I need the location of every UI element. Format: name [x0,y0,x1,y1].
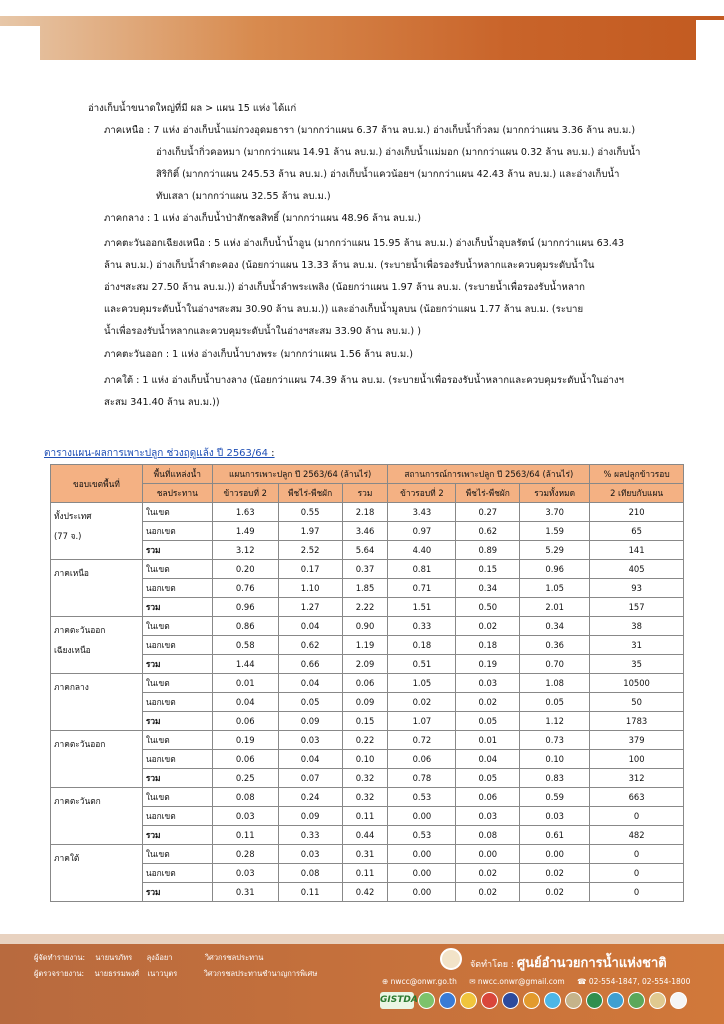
value-cell: 0.33 [278,826,342,845]
checker-label: ผู้ตรวจรายงาน: [34,969,85,978]
value-cell: 0.70 [520,655,590,674]
partner-logo-icon [460,992,477,1009]
value-cell: 0.02 [456,617,520,636]
value-cell: 0.06 [212,750,278,769]
header-plan: แผนการเพาะปลูก ปี 2563/64 (ล้านไร่) [212,465,388,484]
value-cell: 1.51 [388,598,456,617]
value-cell: 0.31 [342,845,388,864]
value-cell: 0.18 [456,636,520,655]
area-cell: นอกเขต [142,522,212,541]
value-cell: 1.05 [388,674,456,693]
partner-logo-icon [439,992,456,1009]
value-cell: 1.08 [520,674,590,693]
value-cell: 31 [590,636,684,655]
para-south [104,370,704,414]
area-cell: รวม [142,826,212,845]
area-cell: ในเขต [142,788,212,807]
value-cell: 0 [590,864,684,883]
planting-table [50,464,684,902]
value-cell: 0.04 [278,674,342,693]
value-cell: 0.11 [342,807,388,826]
value-cell: 0.08 [456,826,520,845]
value-cell: 1783 [590,712,684,731]
subheader-rice: ข้าวรอบที่ 2 [212,484,278,503]
area-cell: นอกเขต [142,864,212,883]
para-line: สะสม 341.40 ล้าน ลบ.ม.)) [104,397,220,408]
partner-logo-icon [418,992,435,1009]
maker-label: ผู้จัดทำรายงาน: [34,953,85,962]
value-cell: 0.08 [212,788,278,807]
region-name-cont: (77 จ.) [54,531,82,541]
value-cell: 1.05 [520,579,590,598]
value-cell: 0.04 [278,617,342,636]
value-cell: 5.29 [520,541,590,560]
value-cell: 0.17 [278,560,342,579]
header-actual: สถานการณ์การเพาะปลูก ปี 2563/64 (ล้านไร่) [388,465,590,484]
value-cell: 35 [590,655,684,674]
value-cell: 0.86 [212,617,278,636]
para-line: ทับเสลา (มากกว่าแผน 32.55 ล้าน ลบ.ม.) [156,191,331,202]
value-cell: 312 [590,769,684,788]
value-cell: 65 [590,522,684,541]
value-cell: 0.06 [342,674,388,693]
table-row [51,560,684,579]
area-cell: ในเขต [142,617,212,636]
value-cell: 0.34 [456,579,520,598]
area-cell: รวม [142,769,212,788]
value-cell: 0.00 [520,845,590,864]
value-cell: 0.01 [456,731,520,750]
partner-logo-icon [544,992,561,1009]
contact-email: ✉ nwcc.onwr@gmail.com [469,977,565,986]
value-cell: 0.96 [520,560,590,579]
value-cell: 0.78 [388,769,456,788]
value-cell: 0.03 [278,731,342,750]
value-cell: 0 [590,845,684,864]
value-cell: 0.04 [278,750,342,769]
value-cell: 0.20 [212,560,278,579]
partner-logo-icon [502,992,519,1009]
value-cell: 663 [590,788,684,807]
value-cell: 0.06 [456,788,520,807]
partner-logo-icon [628,992,645,1009]
checker-name1: นายธรรมพงศ์ [94,969,140,978]
para-line: และควบคุมระดับน้ำในอ่างฯสะสม 30.90 ล้าน ลบ.ม.)) และอ่างเก็บน้ำมูลบน (น้อยกว่าแผน 1.77 ล้าน ลบ.ม. (ระบาย [104,304,584,315]
header-notch-right [696,20,724,60]
region-cell [51,503,143,560]
value-cell: 0.81 [388,560,456,579]
onwr-logo-icon [440,948,462,970]
partner-logo-icon [607,992,624,1009]
area-cell: รวม [142,712,212,731]
table-row [51,598,684,617]
value-cell: 210 [590,503,684,522]
area-cell: ในเขต [142,674,212,693]
table-row [51,674,684,693]
org-name: ศูนย์อำนวยการน้ำแห่งชาติ [516,956,667,971]
maker-role: วิศวกรชลประทาน [204,953,264,962]
value-cell: 0.90 [342,617,388,636]
region-name: ทั้งประเทศ [54,511,92,521]
para-east [104,344,704,366]
value-cell: 0.10 [342,750,388,769]
value-cell: 157 [590,598,684,617]
value-cell: 0.73 [520,731,590,750]
value-cell: 0.03 [456,807,520,826]
value-cell: 1.59 [520,522,590,541]
value-cell: 3.43 [388,503,456,522]
value-cell: 0.03 [520,807,590,826]
para-line: ภาคใต้ : 1 แห่ง อ่างเก็บน้ำบางลาง (น้อยกว่าแผน 74.39 ล้าน ลบ.ม. (ระบายน้ำเพื่อรองรับน้ำหลากและควบคุมระดับน้ำในอ่างฯ [104,375,624,386]
value-cell: 1.10 [278,579,342,598]
value-cell: 93 [590,579,684,598]
para-line: สิริกิติ์ (มากกว่าแผน 245.53 ล้าน ลบ.ม.) อ่างเก็บน้ำแควน้อยฯ (มากกว่าแผน 42.43 ล้าน ลบ.ม.) และอ่างเก็บน้ำ [156,169,620,180]
value-cell: 0.42 [342,883,388,902]
footer-maker [34,952,263,964]
table-row [51,788,684,807]
value-cell: 0.00 [388,864,456,883]
value-cell: 2.52 [278,541,342,560]
region-name: ภาคตะวันออก [54,739,106,749]
value-cell: 0.11 [278,883,342,902]
value-cell: 0.71 [388,579,456,598]
area-cell: นอกเขต [142,636,212,655]
value-cell: 0.00 [388,845,456,864]
table-row [51,769,684,788]
value-cell: 2.22 [342,598,388,617]
value-cell: 0.09 [278,807,342,826]
region-cell [51,845,143,902]
partner-logo-icon [649,992,666,1009]
area-cell: รวม [142,883,212,902]
value-cell: 0.22 [342,731,388,750]
area-cell: ในเขต [142,503,212,522]
value-cell: 100 [590,750,684,769]
para-line: อ่างเก็บน้ำกิ่วคอหมา (มากกว่าแผน 14.91 ล้าน ลบ.ม.) อ่างเก็บน้ำแม่มอก (มากกว่าแผน 0.32 ล้าน ลบ.ม.) อ่างเก็บน้ำ [156,147,641,158]
value-cell: 0.97 [388,522,456,541]
value-cell: 1.27 [278,598,342,617]
value-cell: 0.19 [456,655,520,674]
subheader-field: พืชไร่-พืชผัก [278,484,342,503]
value-cell: 0.00 [388,807,456,826]
table-row [51,579,684,598]
value-cell: 0.02 [520,883,590,902]
summary-lead: อ่างเก็บน้ำขนาดใหญ่ที่มี ผล > แผน 15 แห่ง ได้แก่ [88,103,297,114]
table-title-text: ตารางแผน-ผลการเพาะปลูก ช่วงฤดูแล้ง ปี 2563/64 [44,448,268,459]
value-cell: 0.31 [212,883,278,902]
checker-role: วิศวกรชลประทานชำนาญการพิเศษ [203,969,318,978]
value-cell: 0.96 [212,598,278,617]
maker-name1: นายนรภัทร [95,953,133,962]
value-cell: 0.03 [456,674,520,693]
value-cell: 38 [590,617,684,636]
value-cell: 0.53 [388,826,456,845]
value-cell: 1.12 [520,712,590,731]
value-cell: 2.09 [342,655,388,674]
partner-logo-icon [481,992,498,1009]
value-cell: 1.44 [212,655,278,674]
area-cell: นอกเขต [142,807,212,826]
value-cell: 0.05 [520,693,590,712]
value-cell: 0.62 [456,522,520,541]
area-cell: ในเขต [142,845,212,864]
header-stripe [0,16,724,60]
value-cell: 0.00 [456,845,520,864]
value-cell: 0.83 [520,769,590,788]
partner-logos [380,992,687,1009]
value-cell: 0 [590,807,684,826]
value-cell: 0.09 [342,693,388,712]
region-name: ภาคตะวันตก [54,796,101,806]
value-cell: 1.19 [342,636,388,655]
table-row [51,617,684,636]
gistda-logo-icon: GISTDA [380,992,414,1009]
header-pct-top: % ผลปลูกข้าวรอบ [590,465,684,484]
footer-main-band [0,944,724,1024]
value-cell: 0.07 [278,769,342,788]
para-north [104,120,704,208]
header-region: ขอบเขตพื้นที่ [51,465,143,503]
contact-web: ⊕ nwcc@onwr.go.th [382,977,457,986]
partner-logo-icon [523,992,540,1009]
value-cell: 10500 [590,674,684,693]
para-line: ภาคตะวันออกเฉียงเหนือ : 5 แห่ง อ่างเก็บน้ำน้ำอูน (มากกว่าแผน 15.95 ล้าน ลบ.ม.) อ่างเก็บน้ำอุบลรัตน์ (มากกว่าแผน 63.43 [104,238,625,249]
table-row [51,750,684,769]
value-cell: 5.64 [342,541,388,560]
area-cell: รวม [142,541,212,560]
subheader-field-actual: พืชไร่-พืชผัก [456,484,520,503]
para-line: ภาคตะวันออก : 1 แห่ง อ่างเก็บน้ำบางพระ (มากกว่าแผน 1.56 ล้าน ลบ.ม.) [104,349,413,360]
table-row [51,541,684,560]
header-area-top: พื้นที่แหล่งน้ำ [142,465,212,484]
value-cell: 0.33 [388,617,456,636]
value-cell: 3.70 [520,503,590,522]
para-northeast [104,233,704,343]
subheader-rice-actual: ข้าวรอบที่ 2 [388,484,456,503]
value-cell: 405 [590,560,684,579]
area-cell: ในเขต [142,731,212,750]
value-cell: 0.24 [278,788,342,807]
value-cell: 0.59 [520,788,590,807]
value-cell: 0.37 [342,560,388,579]
contact-phone: ☎ 02-554-1847, 02-554-1800 [577,977,691,986]
value-cell: 0.44 [342,826,388,845]
header-pct-bottom: 2 เทียบกับแผน [590,484,684,503]
area-cell: นอกเขต [142,579,212,598]
value-cell: 0 [590,883,684,902]
para-line: ล้าน ลบ.ม.) อ่างเก็บน้ำลำตะคอง (น้อยกว่าแผน 13.33 ล้าน ลบ.ม. (ระบายน้ำเพื่อรองรับน้ำหลากและควบคุมระดับน้ำใน [104,260,595,271]
table-row [51,503,684,522]
value-cell: 482 [590,826,684,845]
value-cell: 4.40 [388,541,456,560]
value-cell: 0.34 [520,617,590,636]
value-cell: 141 [590,541,684,560]
value-cell: 0.05 [456,712,520,731]
header-band [0,0,724,62]
value-cell: 50 [590,693,684,712]
value-cell: 0.03 [212,864,278,883]
value-cell: 0.66 [278,655,342,674]
para-line: ภาคเหนือ : 7 แห่ง อ่างเก็บน้ำแม่กวงอุดมธารา (มากกว่าแผน 6.37 ล้าน ลบ.ม.) อ่างเก็บน้ำกิ่วลม (มากกว่าแผน 3.36 ล้าน ลบ.ม.) [104,125,636,136]
value-cell: 0.02 [388,693,456,712]
table-title-colon: : [268,448,275,459]
partner-logo-icon [565,992,582,1009]
partner-logo-icon [586,992,603,1009]
footer-checker [34,968,317,980]
table-row [51,636,684,655]
value-cell: 0.11 [212,826,278,845]
value-cell: 0.09 [278,712,342,731]
value-cell: 2.18 [342,503,388,522]
value-cell: 0.00 [388,883,456,902]
area-cell: นอกเขต [142,750,212,769]
table-row [51,522,684,541]
value-cell: 3.46 [342,522,388,541]
value-cell: 0.15 [342,712,388,731]
value-cell: 1.07 [388,712,456,731]
value-cell: 0.05 [456,769,520,788]
value-cell: 0.61 [520,826,590,845]
region-cell [51,674,143,731]
value-cell: 1.85 [342,579,388,598]
region-cell [51,617,143,674]
checker-name2: เนาวบุตร [147,969,178,978]
value-cell: 0.11 [342,864,388,883]
value-cell: 2.01 [520,598,590,617]
value-cell: 0.01 [212,674,278,693]
region-name: ภาคใต้ [54,853,80,863]
footer [0,934,724,1024]
region-cell [51,788,143,845]
value-cell: 0.72 [388,731,456,750]
region-name-cont: เฉียงเหนือ [54,645,91,655]
contacts [382,977,700,986]
value-cell: 0.27 [456,503,520,522]
para-line: น้ำเพื่อรองรับน้ำหลากและควบคุมระดับน้ำในอ่างฯสะสม 33.90 ล้าน ลบ.ม.) ) [104,326,421,337]
table-row [51,731,684,750]
region-cell [51,731,143,788]
org-title [470,952,667,973]
value-cell: 0.04 [212,693,278,712]
value-cell: 0.15 [456,560,520,579]
table-row [51,826,684,845]
value-cell: 0.08 [278,864,342,883]
value-cell: 0.25 [212,769,278,788]
value-cell: 0.06 [388,750,456,769]
area-cell: ในเขต [142,560,212,579]
region-name: ภาคกลาง [54,682,89,692]
table-row [51,712,684,731]
subheader-total: รวมทั้งหมด [520,484,590,503]
table-row [51,883,684,902]
value-cell: 379 [590,731,684,750]
value-cell: 0.53 [388,788,456,807]
header-area-bottom: ชลประทาน [142,484,212,503]
table-title [44,446,275,461]
table-row [51,864,684,883]
value-cell: 0.28 [212,845,278,864]
value-cell: 0.03 [212,807,278,826]
region-name: ภาคเหนือ [54,568,89,578]
para-central [104,208,704,230]
value-cell: 0.06 [212,712,278,731]
value-cell: 0.32 [342,788,388,807]
table-body [51,503,684,902]
value-cell: 0.58 [212,636,278,655]
maker-name2: ลุงอ้อยา [146,953,173,962]
value-cell: 0.18 [388,636,456,655]
value-cell: 0.02 [456,693,520,712]
header-notch-left [0,26,40,60]
table-row [51,693,684,712]
subheader-sum: รวม [342,484,388,503]
para-line: ภาคกลาง : 1 แห่ง อ่างเก็บน้ำป่าสักชลสิทธิ์ (มากกว่าแผน 48.96 ล้าน ลบ.ม.) [104,213,421,224]
area-cell: รวม [142,598,212,617]
value-cell: 0.76 [212,579,278,598]
value-cell: 0.32 [342,769,388,788]
value-cell: 0.05 [278,693,342,712]
value-cell: 0.10 [520,750,590,769]
value-cell: 1.97 [278,522,342,541]
para-line: อ่างฯสะสม 27.50 ล้าน ลบ.ม.)) อ่างเก็บน้ำลำพระเพลิง (น้อยกว่าแผน 1.97 ล้าน ลบ.ม. (ระบายน้ำเพื่อรองรับน้ำหลาก [104,282,585,293]
value-cell: 0.19 [212,731,278,750]
value-cell: 0.62 [278,636,342,655]
value-cell: 1.49 [212,522,278,541]
value-cell: 0.02 [456,864,520,883]
table-row [51,807,684,826]
table-row [51,845,684,864]
value-cell: 0.02 [520,864,590,883]
area-cell: รวม [142,655,212,674]
value-cell: 0.50 [456,598,520,617]
region-cell [51,560,143,617]
table-row [51,655,684,674]
value-cell: 0.03 [278,845,342,864]
value-cell: 0.55 [278,503,342,522]
value-cell: 0.89 [456,541,520,560]
value-cell: 0.02 [456,883,520,902]
value-cell: 0.04 [456,750,520,769]
partner-logo-icon [670,992,687,1009]
org-prefix: จัดทำโดย : [470,960,517,970]
value-cell: 3.12 [212,541,278,560]
value-cell: 0.51 [388,655,456,674]
value-cell: 0.36 [520,636,590,655]
value-cell: 1.63 [212,503,278,522]
region-name: ภาคตะวันออก [54,625,106,635]
area-cell: นอกเขต [142,693,212,712]
